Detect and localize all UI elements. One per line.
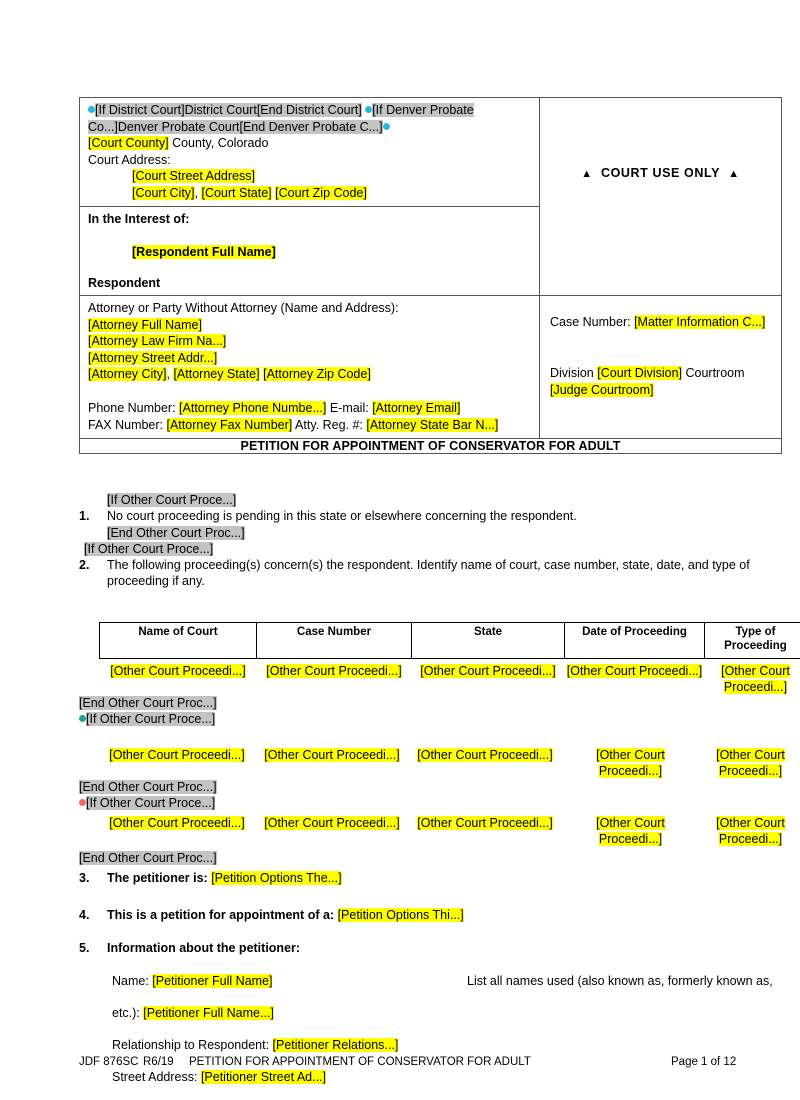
arrow-up-left-icon: ▲ [581, 168, 593, 180]
cond-end-district-court[interactable]: [End District Court] [256, 103, 362, 117]
court-use-only-banner [540, 98, 781, 180]
item-2-text: The following proceeding(s) concern(s) the respondent. Identify name of court, case number, state, date, and type of proceeding if any. [107, 557, 750, 588]
cell-type-1 [705, 659, 800, 696]
body-section [79, 492, 781, 590]
petitioner-name-row [79, 973, 781, 989]
list-item-4 [79, 907, 781, 924]
cond-if-denver-probate[interactable]: [If Denver Probate Co...] [88, 103, 474, 134]
division-courtroom-line [540, 337, 781, 403]
cell-name-of-court-1 [100, 659, 257, 696]
field-respondent-full-name[interactable]: [Respondent Full Name] [132, 245, 276, 259]
cell-date-2 [561, 743, 700, 779]
case-number-line [540, 296, 781, 337]
footer-page-number: Page 1 of 12 [671, 1056, 737, 1068]
field-attorney-phone[interactable]: [Attorney Phone Numbe...] [179, 400, 327, 415]
caption-row-title [80, 439, 782, 454]
field-attorney-city[interactable]: [Attorney City] [88, 367, 167, 382]
court-county-line [88, 135, 534, 152]
field-other-court-proceeding-2-1[interactable]: [Other Court Proceedi...] [109, 748, 245, 762]
petitioner-name-group [112, 973, 467, 989]
field-attorney-state[interactable]: [Attorney State] [173, 367, 260, 382]
division-label: Division [550, 366, 598, 380]
cond-if-other-court-row-2 [79, 711, 781, 727]
field-other-court-proceeding-3-1[interactable]: [Other Court Proceedi...] [109, 816, 245, 830]
column-header-case-number: Case Number [257, 623, 412, 659]
field-other-court-proceeding-1-5[interactable]: [Other Court Proceedi...] [721, 664, 790, 694]
field-other-court-proceeding-3-5[interactable]: [Other Court Proceedi...] [716, 816, 785, 846]
caption-row-attorney [80, 296, 782, 439]
field-case-number[interactable]: [Matter Information C...] [634, 315, 766, 329]
petitioner-street-row [79, 1069, 781, 1085]
in-the-interest-of-label: In the Interest of: [88, 212, 190, 226]
cond-if-other-court-row-3 [79, 795, 781, 811]
field-court-state[interactable]: [Court State] [201, 185, 272, 200]
court-use-only-text: COURT USE ONLY [600, 166, 721, 180]
courtroom-label: Courtroom [682, 366, 745, 380]
field-court-city[interactable]: [Court City] [132, 185, 195, 200]
attorney-phone-line [88, 400, 534, 417]
bullet-teal-icon [79, 715, 86, 722]
cond-if-other-court-2-row [79, 541, 781, 557]
field-court-zip[interactable]: [Court Zip Code] [275, 185, 367, 200]
footer-revision: R6/19 [143, 1056, 174, 1068]
column-header-state: State [412, 623, 565, 659]
court-street-line [88, 168, 534, 185]
field-attorney-email[interactable]: [Attorney Email] [372, 400, 461, 415]
cond-end-other-court-row-2 [79, 779, 781, 795]
field-other-court-proceeding-1-3[interactable]: [Other Court Proceedi...] [420, 664, 556, 678]
field-petition-options-this[interactable]: [Petition Options Thi...] [337, 907, 464, 922]
bullet-cyan-3-icon [383, 123, 390, 130]
spacer-5-name [79, 957, 781, 973]
cell-state-2 [409, 743, 561, 779]
cond-end-other-court-1-row [79, 525, 781, 541]
county-suffix-text: County, Colorado [168, 136, 269, 150]
item-3-number: 3. [79, 871, 90, 885]
cell-date-1 [565, 659, 705, 696]
caption-table [79, 97, 782, 454]
field-other-court-proceeding-1-1[interactable]: [Other Court Proceedi...] [110, 664, 246, 678]
cell-name-of-court-3 [99, 811, 255, 847]
item-3-text: The petitioner is: [107, 871, 212, 885]
arrow-up-right-icon: ▲ [728, 168, 740, 180]
cell-case-number-3 [255, 811, 409, 847]
field-other-court-proceeding-3-4[interactable]: [Other Court Proceedi...] [596, 816, 665, 846]
phone-label: Phone Number: [88, 400, 180, 415]
item-1-number: 1. [79, 509, 90, 523]
bullet-cyan-icon [88, 106, 95, 113]
item-4-content [107, 907, 781, 924]
cond-if-other-court-proceeding-table-2[interactable]: [If Other Court Proce...] [86, 712, 216, 726]
cond-if-other-court-proceeding-1[interactable]: [If Other Court Proce...] [107, 493, 237, 507]
denver-probate-label: Denver Probate Court [117, 119, 240, 134]
field-other-court-proceeding-2-2[interactable]: [Other Court Proceedi...] [264, 748, 400, 762]
cell-type-2 [700, 743, 800, 779]
item-4-number: 4. [79, 907, 90, 922]
field-attorney-zip[interactable]: [Attorney Zip Code] [263, 367, 371, 382]
etc-label: etc.): [112, 1005, 144, 1020]
cond-if-other-court-1-row [79, 492, 781, 508]
spacer-name-etc [79, 989, 781, 1005]
field-other-court-proceeding-2-3[interactable]: [Other Court Proceedi...] [417, 748, 553, 762]
aka-note: List all names used (also known as, formerly known as, [467, 973, 773, 988]
item-2-number: 2. [79, 557, 90, 572]
field-petitioner-other-names[interactable]: [Petitioner Full Name...] [143, 1005, 274, 1020]
email-label: E-mail: [326, 400, 373, 415]
field-court-street-address[interactable]: [Court Street Address] [132, 169, 255, 183]
lower-section [79, 850, 781, 1085]
attorney-fax-line [88, 417, 534, 434]
proceedings-table-row-2 [99, 743, 800, 779]
proceedings-section [79, 622, 790, 847]
petitioner-etc-row [79, 1005, 781, 1021]
footer-title: PETITION FOR APPOINTMENT OF CONSERVATOR FOR ADULT [189, 1056, 531, 1068]
proceedings-header-row [100, 623, 800, 659]
petitioner-relationship-row [79, 1037, 781, 1053]
spacer-4-5 [79, 923, 781, 940]
field-attorney-street[interactable]: [Attorney Street Addr...] [88, 350, 218, 365]
field-other-court-proceeding-3-2[interactable]: [Other Court Proceedi...] [264, 816, 400, 830]
footer-form-code: JDF 876SC [79, 1056, 139, 1068]
cond-end-other-court-row-3 [79, 850, 781, 866]
page-footer [79, 1056, 781, 1068]
field-attorney-state-bar-number[interactable]: [Attorney State Bar N...] [366, 417, 499, 432]
field-petition-options-the[interactable]: [Petition Options The...] [211, 871, 342, 885]
attorney-citystatezip-line: [Attorney City], [Attorney State] [Attorney Zip Code] [88, 367, 371, 382]
field-other-court-proceeding-1-2[interactable]: [Other Court Proceedi...] [266, 664, 402, 678]
respondent-name-line [88, 245, 534, 259]
cond-end-other-court-proceeding-1[interactable]: [End Other Court Proc...] [107, 525, 245, 540]
attorney-street-line [88, 350, 534, 367]
cond-end-other-court-row-1 [79, 695, 781, 711]
attorney-firm-line [88, 333, 534, 350]
column-header-name-of-court: Name of Court [100, 623, 257, 659]
court-citystatezip-line: [Court City], [Court State] [Court Zip Code] [132, 185, 367, 200]
district-court-label: District Court [184, 103, 257, 117]
attorney-name-line [88, 317, 534, 334]
item-5-text: Information about the petitioner: [107, 941, 301, 955]
spacer-3-4 [79, 887, 781, 907]
field-court-division[interactable]: [Court Division] [597, 366, 682, 380]
court-use-only-cell [540, 98, 782, 296]
item-1-text: No court proceeding is pending in this state or elsewhere concerning the respondent. [107, 509, 577, 523]
field-other-court-proceeding-1-4[interactable]: [Other Court Proceedi...] [566, 664, 703, 678]
cell-state-3 [409, 811, 561, 847]
list-item-1 [79, 508, 781, 525]
field-attorney-full-name[interactable]: [Attorney Full Name] [88, 317, 202, 332]
court-info-cell [80, 98, 540, 207]
cond-end-other-court-proceeding-table-1[interactable]: [End Other Court Proc...] [79, 696, 217, 710]
in-the-interest-of-cell [80, 207, 540, 296]
attorney-heading: Attorney or Party Without Attorney (Name and Address): [88, 301, 399, 315]
column-header-type-of-proceeding: Type of Proceeding [705, 623, 800, 659]
field-petitioner-full-name[interactable]: [Petitioner Full Name] [152, 973, 273, 988]
court-address-label: Court Address: [88, 152, 171, 167]
attorney-spacer [88, 383, 534, 400]
street-address-label: Street Address: [112, 1069, 201, 1084]
field-attorney-fax[interactable]: [Attorney Fax Number] [166, 417, 293, 432]
cell-case-number-2 [255, 743, 409, 779]
field-other-court-proceeding-2-5[interactable]: [Other Court Proceedi...] [716, 748, 785, 778]
field-petitioner-street-address[interactable]: [Petitioner Street Ad...] [200, 1069, 327, 1084]
list-item-3 [79, 870, 781, 887]
field-other-court-proceeding-3-3[interactable]: [Other Court Proceedi...] [417, 816, 553, 830]
item-3-content [107, 870, 781, 887]
column-header-date-of-proceeding: Date of Proceeding [565, 623, 705, 659]
case-number-label: Case Number: [550, 315, 635, 329]
field-judge-courtroom[interactable]: [Judge Courtroom] [550, 383, 654, 397]
field-court-county[interactable]: [Court County] [88, 136, 169, 150]
field-petitioner-relationship[interactable]: [Petitioner Relations...] [272, 1037, 399, 1052]
cond-if-district-court[interactable]: [If District Court] [95, 103, 185, 117]
bullet-red-icon [79, 799, 86, 806]
cond-if-other-court-proceeding-2[interactable]: [If Other Court Proce...] [84, 541, 214, 556]
cond-end-other-court-proceeding-table-2[interactable]: [End Other Court Proc...] [79, 780, 217, 794]
table-row [99, 811, 800, 847]
field-attorney-law-firm[interactable]: [Attorney Law Firm Na...] [88, 334, 227, 349]
cell-name-of-court-2 [99, 743, 255, 779]
list-item-5 [79, 940, 781, 957]
cond-end-denver-probate[interactable]: [End Denver Probate C...] [239, 119, 383, 134]
spacer-etc-relationship [79, 1021, 781, 1037]
cond-if-other-court-proceeding-table-3[interactable]: [If Other Court Proce...] [86, 796, 216, 810]
atty-reg-label: Atty. Reg. #: [292, 417, 367, 432]
relationship-label: Relationship to Respondent: [112, 1037, 273, 1052]
cell-case-number-1 [257, 659, 412, 696]
cell-state-1 [412, 659, 565, 696]
case-info-cell [540, 296, 782, 439]
item-4-text: This is a petition for appointment of a: [107, 907, 338, 922]
name-label: Name: [112, 973, 153, 988]
proceedings-table [99, 622, 800, 695]
attorney-info-cell [80, 296, 540, 439]
court-type-conditional-line [88, 102, 534, 135]
table-row [100, 659, 800, 696]
table-row [99, 743, 800, 779]
cell-date-3 [561, 811, 700, 847]
respondent-label: Respondent [88, 276, 161, 290]
form-title: PETITION FOR APPOINTMENT OF CONSERVATOR FOR ADULT [80, 439, 782, 454]
list-item-2 [79, 557, 781, 590]
field-other-court-proceeding-2-4[interactable]: [Other Court Proceedi...] [596, 748, 665, 778]
cond-end-other-court-proceeding-table-3[interactable]: [End Other Court Proc...] [79, 851, 217, 865]
fax-label: FAX Number: [88, 417, 167, 432]
caption-row-court [80, 98, 782, 207]
cell-type-3 [700, 811, 800, 847]
item-5-number: 5. [79, 941, 90, 955]
proceedings-table-row-3 [99, 811, 800, 847]
